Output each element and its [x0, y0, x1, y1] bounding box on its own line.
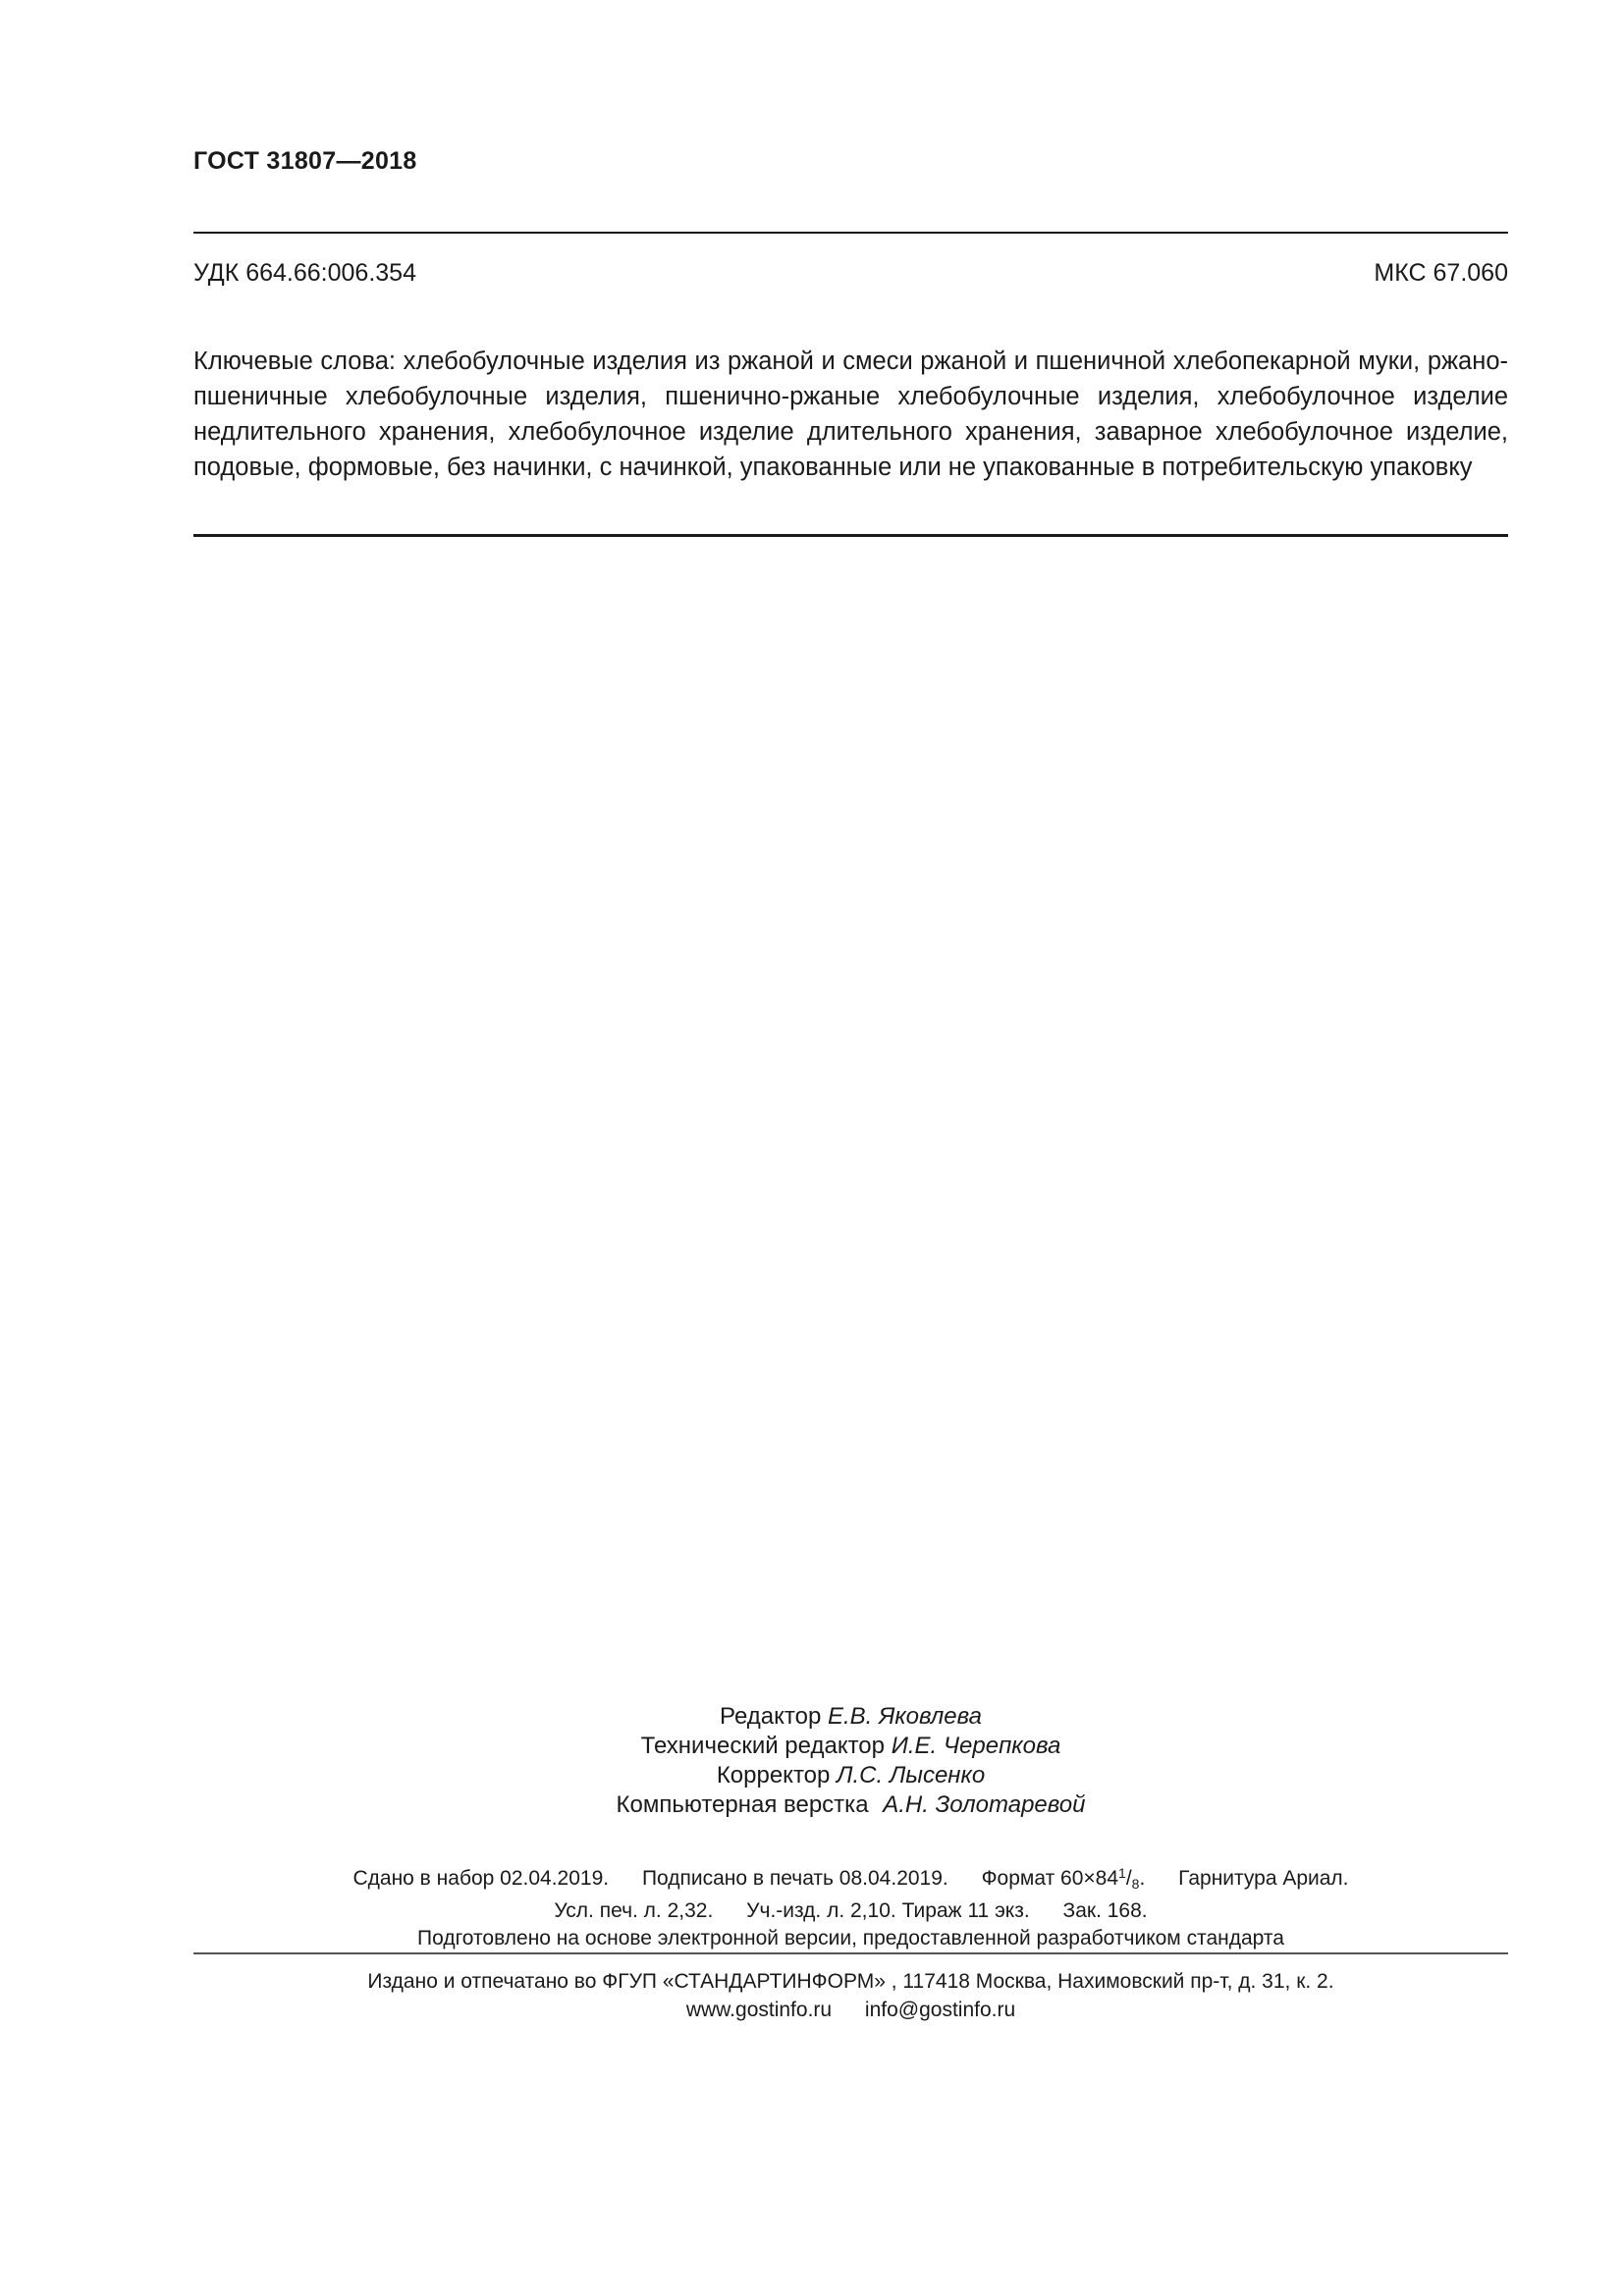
mks-code: МКС 67.060 — [1374, 259, 1508, 287]
udk-code: УДК 664.66:006.354 — [193, 259, 416, 287]
imprint-pub-sheets: Уч.-изд. л. 2,10. — [746, 1899, 896, 1922]
imprint-typeface: Гарнитура Ариал. — [1178, 1867, 1349, 1890]
credits-block — [0, 1702, 1623, 1820]
top-divider — [193, 232, 1508, 234]
credit-layout-name: А.Н. Золотаревой — [883, 1791, 1086, 1818]
imprint-submitted: Сдано в набор 02.04.2019. — [352, 1867, 610, 1890]
publisher-email[interactable]: info@gostinfo.ru — [864, 1999, 1016, 2021]
document-code: ГОСТ 31807—2018 — [193, 147, 417, 175]
credit-editor-label: Редактор — [719, 1703, 822, 1730]
credit-layout — [0, 1790, 1623, 1820]
imprint-divider — [193, 1952, 1508, 1954]
publisher-issued: Издано и отпечатано во ФГУП «СТАНДАРТИНФОРМ» , 117418 Москва, Нахимовский пр-т, д. 31, к. 2. — [367, 1970, 1334, 1993]
publisher-contacts — [0, 1996, 1623, 2024]
imprint-format: Формат $60\times 84^1/_8$. — [981, 1865, 1146, 1892]
imprint-circulation: Тираж 11 экз. — [901, 1899, 1030, 1922]
keywords-divider — [193, 534, 1508, 537]
imprint-block — [0, 1859, 1623, 1952]
imprint-order: Зак. 168. — [1062, 1899, 1148, 1922]
credit-corrector — [0, 1761, 1623, 1790]
credit-corrector-name: Л.С. Лысенко — [837, 1762, 986, 1789]
credit-editor-name: Е.В. Яковлева — [827, 1703, 982, 1730]
credit-corrector-label: Корректор — [716, 1762, 831, 1789]
credit-tech-editor-label: Технический редактор — [640, 1733, 886, 1759]
imprint-prepared: Подготовлено на основе электронной версии, предоставленной разработчиком стандарта — [417, 1927, 1284, 1949]
imprint-print-sheets: Усл. печ. л. 2,32. — [554, 1899, 714, 1922]
credit-tech-editor-name: И.Е. Черепкова — [891, 1733, 1061, 1759]
credit-tech-editor — [0, 1732, 1623, 1761]
keywords-paragraph: Ключевые слова: хлебобулочные изделия из ржаной и смеси ржаной и пшеничной хлебопекарной муки, ржано-пшеничные хлебобулочные изделия, пшенично-ржаные хлебобулочные изделия, хлебобулочное изделие недлительного хранения, хлебобулочное изделие длительного хранения, заварное хлебобулочное изделие, подовые, формовые, без начинки, с начинкой, упакованные или не упакованные в потребительскую упаковку — [193, 347, 1508, 481]
imprint-line-2 — [0, 1897, 1623, 1925]
imprint-line-1 — [0, 1859, 1623, 1897]
credit-layout-label: Компьютерная верстка — [616, 1791, 869, 1818]
imprint-signed: Подписано в печать 08.04.2019. — [641, 1867, 948, 1890]
publisher-block — [0, 1967, 1623, 2024]
credit-editor — [0, 1702, 1623, 1732]
format-numerator: 1 — [1118, 1865, 1126, 1881]
publisher-website[interactable]: www.gostinfo.ru — [685, 1999, 833, 2021]
format-denominator: 8 — [1131, 1876, 1140, 1892]
